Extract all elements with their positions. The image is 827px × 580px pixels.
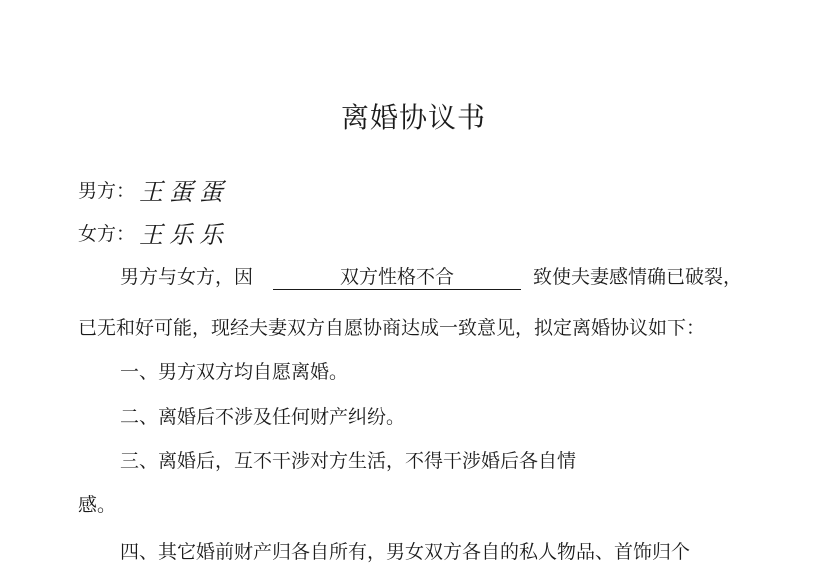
male-party-line <box>78 172 229 207</box>
intro-line-1 <box>120 262 742 290</box>
intro-suffix: 致使夫妻感情确已破裂， <box>533 266 743 288</box>
clause-1: 一、男方双方均自愿离婚。 <box>120 361 349 383</box>
intro-prefix: 男方与女方，因 <box>120 266 254 288</box>
male-label: 男方： <box>78 180 136 202</box>
male-signature: 王蛋蛋 <box>139 178 230 206</box>
clause-3-line-1: 三、离婚后，互不干涉对方生活，不得干涉婚后各自情 <box>120 450 577 472</box>
intro-line-2: 已无和好可能，现经夫妻双方自愿协商达成一致意见，拟定离婚协议如下： <box>78 317 706 339</box>
clause-4: 四、其它婚前财产归各自所有，男女双方各自的私人物品、首饰归个 <box>120 541 691 563</box>
clause-2: 二、离婚后不涉及任何财产纠纷。 <box>120 406 406 428</box>
reason-blank: 双方性格不合 <box>273 265 521 290</box>
document-title: 离婚协议书 <box>340 101 486 134</box>
female-label: 女方： <box>78 223 136 245</box>
female-party-line <box>78 215 229 250</box>
clause-3-line-2: 感。 <box>78 494 117 516</box>
female-signature: 王乐乐 <box>139 221 230 249</box>
